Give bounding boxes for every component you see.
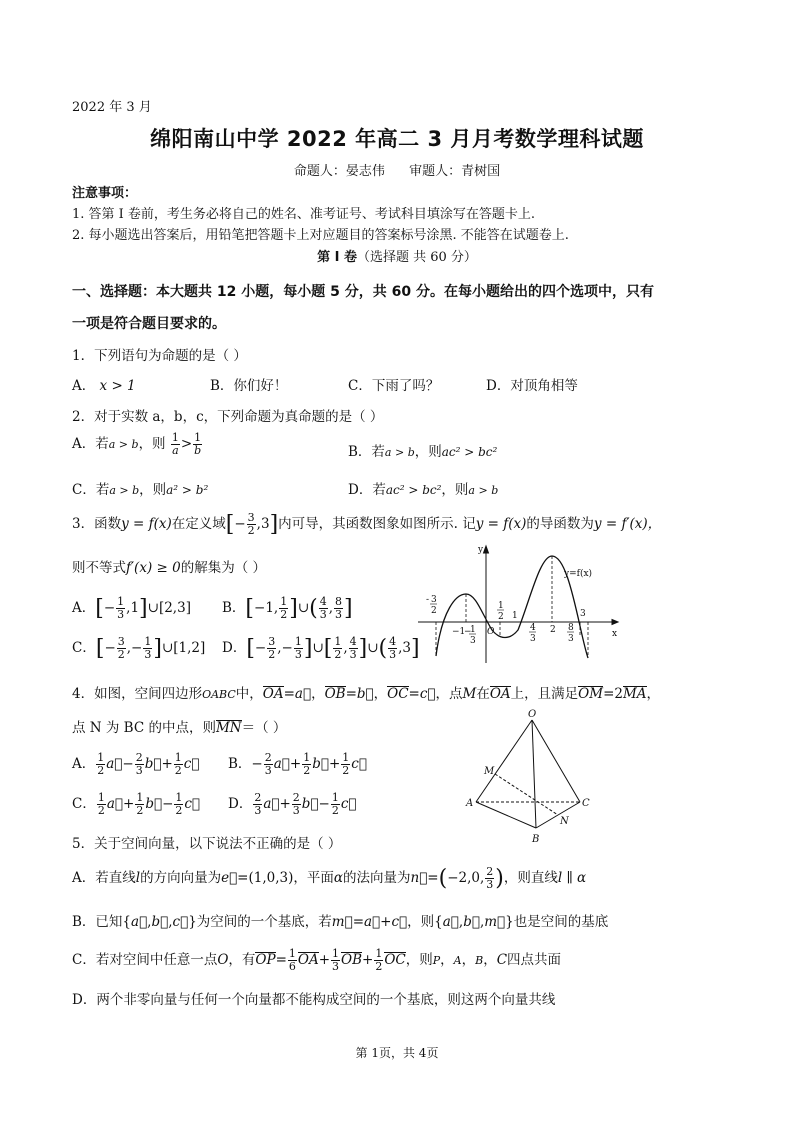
origin-label: O [487,627,495,637]
q3-stem-line2: 则不等式f′(x) ≥ 0的解集为（ ） [72,560,266,576]
volume-desc: （选择题 共 60 分） [356,250,477,265]
svg-text:−1: −1 [452,627,466,637]
q3-option-d: D．[− $\frac{3}{2}$ ,− $\frac{1}{3}$ ]∪[ $\frac{1}{2}$ , $\frac{4}{3}$ ]∪( $\frac{4}{3}$ ,3] [222,635,420,661]
svg-text:2: 2 [550,625,556,635]
svg-text:−: − [464,627,472,637]
q3-option-c: C．[− $\frac{3}{2}$ ,− $\frac{1}{3}$ ]∪[1,2] [72,635,206,661]
page-footer: 第 1页，共 4页 [355,1046,439,1060]
q4-stem-line2: 点 N 为 BC 的中点，则MN＝（ ） [72,720,287,736]
vertex-b-label: B [532,834,540,845]
notice-item-1: 1. 答第 I 卷前，考生务必将自己的姓名、准考证号、考试科目填涂写在答题卡上. [72,207,536,222]
svg-text:-: - [426,595,430,605]
q5-option-a: A．若直线l的方向向量为e⃗=(1,0,3)，平面α的法向量为n⃗=(−2,0, $\frac{2}{3}$ )，则直线l ∥ α [72,865,587,891]
q1-option-d: D．对顶角相等 [486,378,578,394]
volume-heading [0,246,794,265]
q4-option-b: B．− $\frac{2}{3}$ a⃗+ $\frac{1}{2}$ b⃗+ $\frac{1}{2}$ c⃗ [228,751,367,777]
curve-label: y=f(x) [564,569,593,579]
q4-tetrahedron-figure [456,706,596,848]
notice-heading: 注意事项： [72,186,138,201]
svg-text:8: 8 [568,623,574,633]
exam-date: 2022 年 3 月 [72,100,152,115]
svg-text:3: 3 [431,595,437,605]
q2-a-frac-right: $\frac{1}{b}$ [194,431,202,457]
q3-option-a: A．[− $\frac{1}{3}$ ,1]∪[2,3] [72,595,191,621]
exam-title: 绵阳南山中学 2022 年高二 3 月月考数学理科试题 [150,127,644,151]
vertex-c-label: C [582,798,590,809]
q3-function-graph [414,540,624,666]
q1-a-label: A． [72,378,96,394]
volume-name: 第 I 卷 [317,250,357,265]
q4-option-a: A． $\frac{1}{2}$ a⃗− $\frac{2}{3}$ b⃗+ $\frac{1}{2}$ c⃗ [72,751,200,777]
svg-text:3: 3 [568,634,574,644]
q2-option-b: B．若a > b，则ac² > bc² [348,444,498,460]
point-n-label: N [560,816,569,827]
vertex-a-label: A [466,798,474,809]
q1-option-b: B．你们好！ [210,378,288,394]
q3-option-b: B．[−1, $\frac{1}{2}$ ]∪( $\frac{4}{3}$ , $\frac{8}{3}$ ] [222,595,353,621]
section1-line1: 一、选择题：本大题共 12 小题，每小题 5 分，共 60 分。在每小题给出的四个选项中，只有 [72,284,654,300]
authors-line [0,160,794,179]
svg-text:4: 4 [530,623,536,633]
reviewer: 审题人：青树国 [409,164,501,179]
q2-option-c: C．若a > b，则a² > b² [72,482,209,498]
svg-text:1: 1 [512,611,518,621]
q1-option-c: C．下雨了吗？ [348,378,440,394]
q5-option-c: C．若对空间中任意一点O，有OP= $\frac{1}{6}$ OA+ $\frac{1}{3}$ OB+ $\frac{1}{2}$ OC，则P，A，B，C四点共面 [72,947,562,973]
q5-option-b: B．已知{a⃗,b⃗,c⃗}为空间的一个基底，若m⃗=a⃗+c⃗，则{a⃗,b⃗,m⃗}也是空间的基底 [72,914,609,930]
q5-stem: 5．关于空间向量，以下说法不正确的是（ ） [72,836,342,852]
point-m-label: M [484,766,495,777]
section1-line2: 一项是符合题目要求的。 [72,316,226,332]
q1-a-math: x > 1 [99,378,136,394]
q4-stem: 4．如图，空间四边形OABC中，OA=a⃗，OB=b⃗，OC=c⃗，点M在OA上，且满足OM=2MA， [72,686,661,702]
notice-item-2: 2. 每小题选出答案后，用铅笔把答题卡上对应题目的答案标号涂黑. 不能答在试题卷上. [72,228,569,243]
q2-stem: 2．对于实数 a，b，c，下列命题为真命题的是（ ） [72,409,384,425]
axis-y-label: y [478,545,484,555]
q1-option-a [72,374,136,394]
svg-text:2: 2 [431,606,437,616]
svg-text:2: 2 [498,612,504,622]
q4-option-d: D． $\frac{2}{3}$ a⃗+ $\frac{2}{3}$ b⃗− $\frac{1}{2}$ c⃗ [228,791,357,817]
author: 命题人：晏志伟 [293,164,385,179]
svg-text:1: 1 [470,625,476,635]
vertex-o-label: O [528,709,537,720]
svg-text:3: 3 [530,634,536,644]
q4-option-c: C． $\frac{1}{2}$ a⃗+ $\frac{1}{2}$ b⃗− $\frac{1}{2}$ c⃗ [72,791,201,817]
q2-a-frac-left: $\frac{1}{a}$ [171,431,179,457]
svg-text:3: 3 [470,636,476,646]
q1-stem: 1．下列语句为命题的是（ ） [72,348,247,364]
q2-option-d: D．若ac² > bc²，则a > b [348,482,499,498]
q3-stem: 3．函数y = f(x)在定义域[− $\frac{3}{2}$ ,3]内可导，其函数图象如图所示. 记y = f(x)的导函数为y = f′(x)， [72,511,662,537]
svg-text:1: 1 [498,601,504,611]
q5-option-d: D．两个非零向量与任何一个向量都不能构成空间的一个基底，则这两个向量共线 [72,992,556,1008]
q2-option-a: A．若a > b，则 $\frac{1}{a}$ > $\frac{1}{b}$ [72,431,202,457]
svg-text:3: 3 [580,609,586,619]
axis-x-label: x [612,629,618,639]
